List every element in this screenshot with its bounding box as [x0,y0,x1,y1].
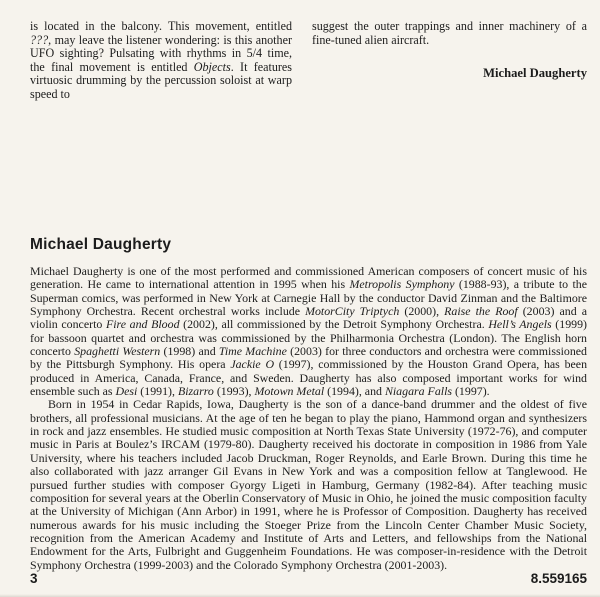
biography-heading: Michael Daugherty [30,236,172,253]
top-right-column [312,20,587,101]
program-note-continuation: is located in the balcony. This movement, entitled ???, may leave the listener wondering: is this another UFO sighting? Pulsating with rhythms in 5/4 time, the final movement is entitled Objects. It features virtuosic drumming by the percussion soloist at warp speed to [30,19,292,101]
biography-text [30,265,587,572]
catalog-number: 8.559165 [530,571,587,586]
program-note-ending: suggest the outer trappings and inner machinery of a fine-tuned alien aircraft. [312,19,587,47]
program-note-author: Michael Daugherty [483,66,587,80]
bio-paragraph-2: Born in 1954 in Cedar Rapids, Iowa, Daugherty is the son of a dance-band drummer and the oldest of five brothers, all professional musicians. At the age of ten he began to play the piano, Hammond organ and synthesizers in rock and jazz ensembles. He studied music composition at North Texas State University (1972-76), and computer music in Paris at Boulez’s IRCAM (1979-80). Daugherty received his doctorate in composition in 1986 from Yale University, where his teachers included Jacob Druckman, Roger Reynolds, and Earle Brown. During this time he also collaborated with jazz arranger Gil Evans in New York and was a composition fellow at Tanglewood. He pursued further studies with composer Gyorgy Ligeti in Hamburg, Germany (1982-84). After teaching music composition for several years at the Oberlin Conservatory of Music in Ohio, he joined the music composition faculty at the University of Michigan (Ann Arbor) in 1991, where he is Professor of Composition. Daugherty has received numerous awards for his music including the Stoeger Prize from the Lincoln Center Chamber Music Society, recognition from the American Academy and Institute of Arts and Letters, and fellowships from the National Endowment for the Arts, Fulbright and Guggenheim Foundations. He was composer-in-residence with the Detroit Symphony Orchestra (1999-2003) and the Colorado Symphony Orchestra (2001-2003). [30,397,587,572]
top-left-column [30,20,292,101]
page-number: 3 [30,571,38,586]
bio-paragraph-1: Michael Daugherty is one of the most performed and commissioned American composers of concert music of his generation. He came to international attention in 1995 when his Metropolis Symphony (1988-93), a tribute to the Superman comics, was performed in New York at Carnegie Hall by the conductor David Zinman and the Baltimore Symphony Orchestra. Recent orchestral works include MotorCity Triptych (2000), Raise the Roof (2003) and a violin concerto Fire and Blood (2002), all commissioned by the Detroit Symphony Orchestra. Hell’s Angels (1999) for bassoon quartet and orchestra was commissioned by the Philharmonia Orchestra (London). The English horn concerto Spaghetti Western (1998) and Time Machine (2003) for three conductors and orchestra were commissioned by the Pittsburgh Symphony. His opera Jackie O (1997), commissioned by the Houston Grand Opera, has been produced in America, Canada, France, and Sweden. Daugherty has also composed important works for wind ensemble such as Desi (1991), Bizarro (1993), Motown Metal (1994), and Niagara Falls (1997). [30,264,588,399]
page-footer [30,571,587,586]
top-text-columns [30,20,587,101]
